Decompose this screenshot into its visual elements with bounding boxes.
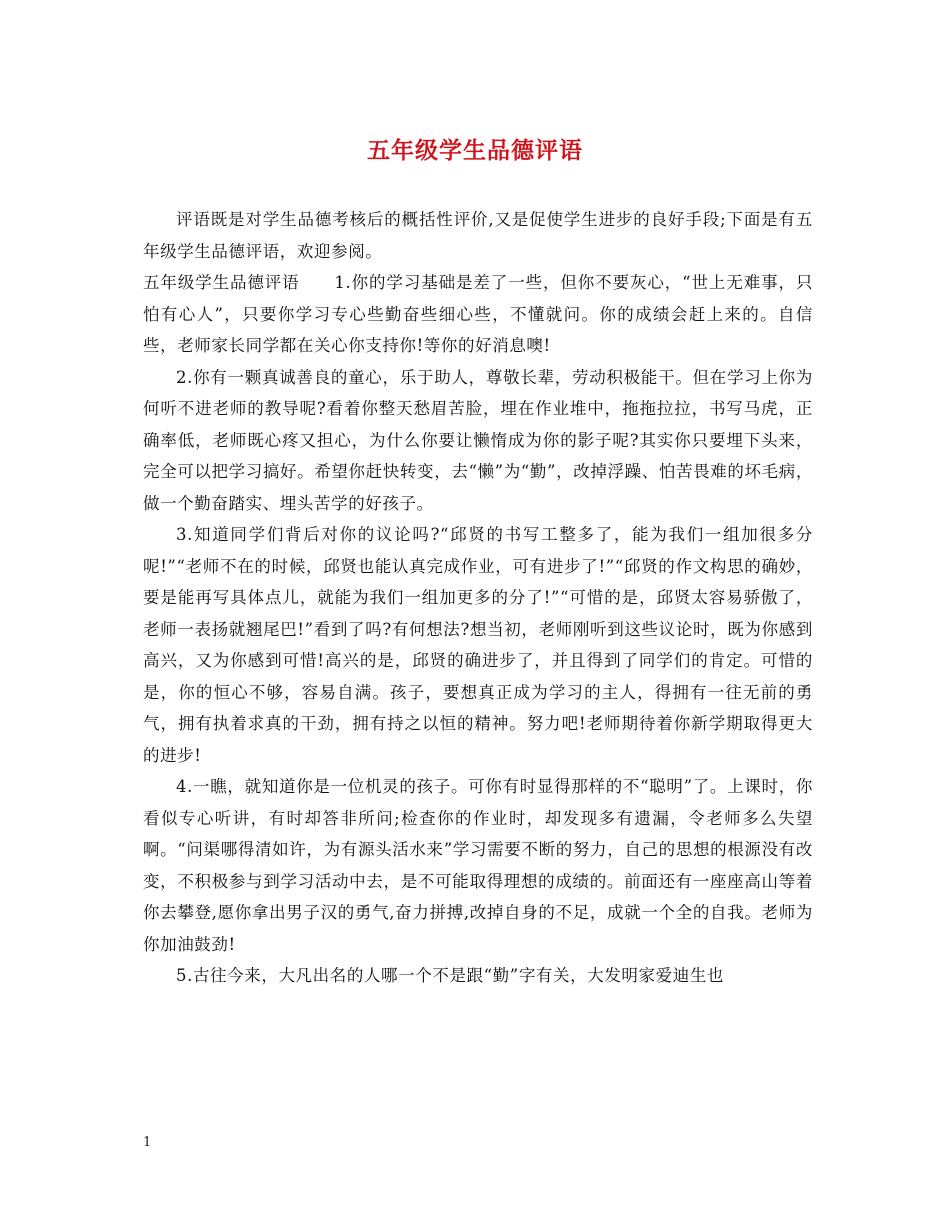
comment-3: 3.知道同学们背后对你的议论吗?“邱贤的书写工整多了，能为我们一组加很多分呢!”“老师不在的时候，邱贤也能认真完成作业，可有进步了!”“邱贤的作文构思的确妙，要是能再写具体点儿，就能为我们一组加更多的分了!”“可惜的是，邱贤太容易骄傲了，老师一表扬就翘尾巴!”看到了吗?有何想法?想当初，老师刚听到这些议论时，既为你感到高兴，又为你感到可惜!高兴的是，邱贤的确进步了，并且得到了同学们的肯定。可惜的是，你的恒心不够，容易自满。孩子，要想真正成为学习的主人，得拥有一往无前的勇气，拥有执着求真的干劲，拥有持之以恒的精神。努力吧!老师期待着你新学期取得更大的进步!	[143, 525, 813, 765]
section-label: 五年级学生品德评语	[143, 273, 300, 292]
comment-5: 5.古往今来，大凡出名的人哪一个不是跟“勤”字有关，大发明家爱迪生也	[176, 966, 725, 985]
comment-1: 1.你的学习基础是差了一些，但你不要灰心，“世上无难事，只怕有心人”，只要你学习专心些勤奋些细心些，不懂就问。你的成绩会赶上来的。自信些，老师家长同学都在关心你支持你!等你的好消息噢!	[143, 273, 814, 355]
comment-2: 2.你有一颗真诚善良的童心，乐于助人，尊敬长辈，劳动积极能干。但在学习上你为何听不进老师的教导呢?看着你整天愁眉苦脸，埋在作业堆中，拖拖拉拉，书写马虎，正确率低，老师既心疼又担心，为什么你要让懒惰成为你的影子呢?其实你只要埋下头来，完全可以把学习搞好。希望你赶快转变，去“懒”为“勤”，改掉浮躁、怕苦畏难的坏毛病，做一个勤奋踏实、埋头苦学的好孩子。	[143, 367, 813, 513]
section-gap	[300, 273, 335, 292]
page-number: 1	[143, 1135, 152, 1150]
section-paragraph	[143, 267, 813, 362]
comment-4: 4.一瞧，就知道你是一位机灵的孩子。可你有时显得那样的不“聪明”了。上课时，你看似专心听讲，有时却答非所问;检查你的作业时，却发现多有遗漏，令老师多么失望啊。“问渠哪得清如许，为有源头活水来”学习需要不断的努力，自己的思想的根源没有改变，不积极参与到学习活动中去，是不可能取得理想的成绩的。前面还有一座座高山等着你去攀登,愿你拿出男子汉的勇气,奋力拼搏,改掉自身的不足，成就一个全的自我。老师为你加油鼓劲!	[143, 777, 813, 954]
document-body	[143, 204, 813, 992]
page-title: 五年级学生品德评语	[367, 137, 583, 164]
intro-paragraph: 评语既是对学生品德考核后的概括性评价,又是促使学生进步的良好手段;下面是有五年级学生品德评语，欢迎参阅。	[143, 210, 813, 261]
